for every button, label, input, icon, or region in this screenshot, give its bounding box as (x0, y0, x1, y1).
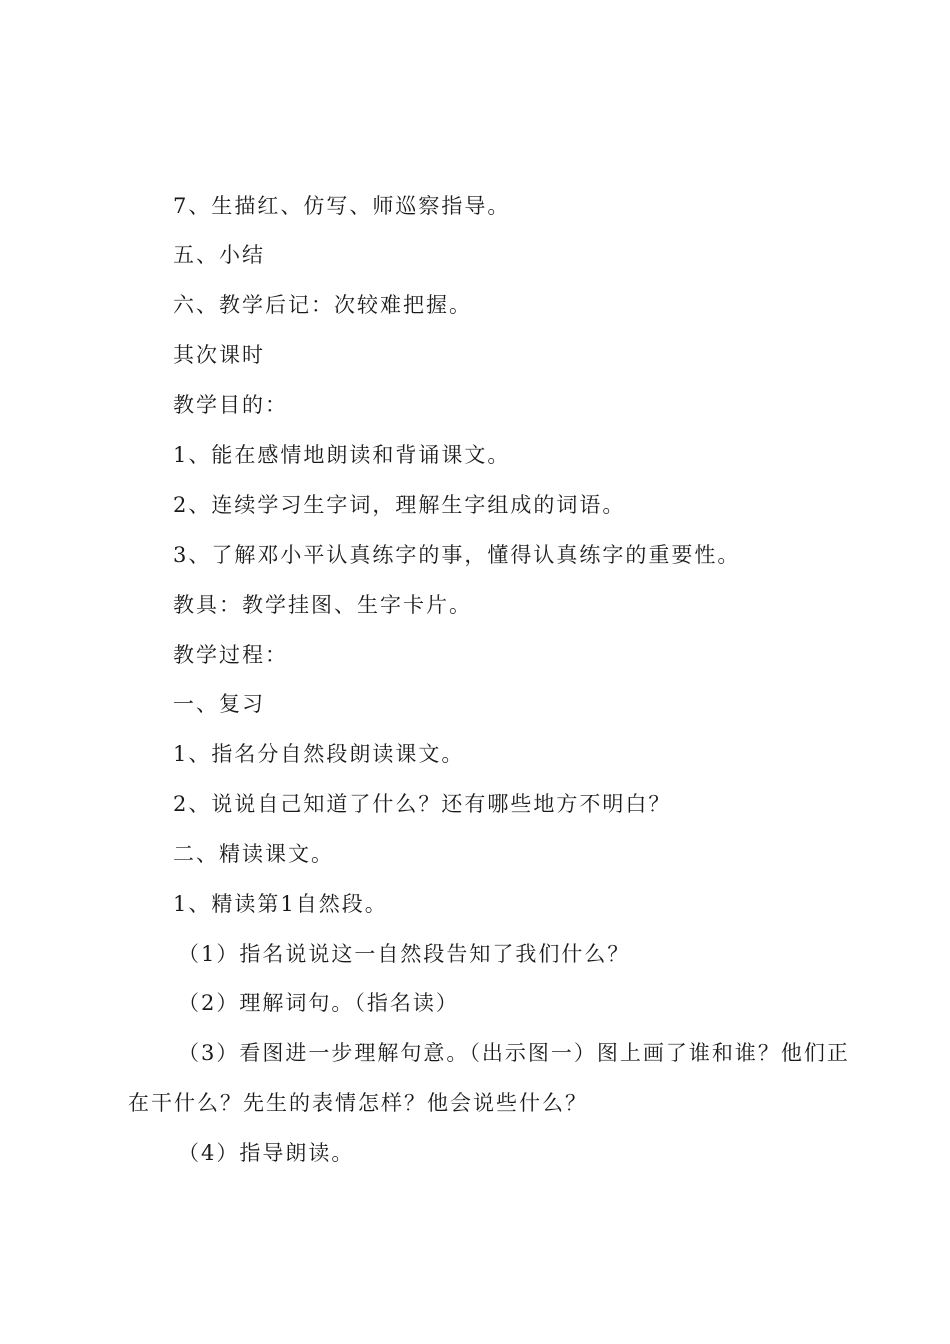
text-line: 7、生描红、仿写、师巡察指导。 (173, 194, 511, 218)
text-line: （2）理解词句。（指名读） (178, 991, 459, 1015)
section-heading: 六、教学后记：次较难把握。 (173, 293, 472, 317)
section-heading: 一、复习 (173, 692, 265, 716)
text-line: 教具：教学挂图、生字卡片。 (173, 593, 472, 617)
text-line: （3）看图进一步理解句意。（出示图一）图上画了谁和谁？他们正 (178, 1041, 850, 1065)
text-line: （4）指导朗读。 (178, 1141, 355, 1165)
section-heading: 二、精读课文。 (173, 842, 334, 866)
lesson-heading: 其次课时 (173, 343, 265, 367)
text-line: 1、能在感情地朗读和背诵课文。 (173, 443, 511, 467)
text-line: 1、指名分自然段朗读课文。 (173, 742, 465, 766)
text-line: 教学过程： (173, 643, 288, 667)
text-line: 教学目的： (173, 393, 288, 417)
text-line: 2、说说自己知道了什么？还有哪些地方不明白？ (173, 792, 672, 816)
text-line: 1、精读第1自然段。 (173, 892, 388, 916)
text-line: 2、连续学习生字词，理解生字组成的词语。 (173, 493, 626, 517)
text-line: （1）指名说说这一自然段告知了我们什么？ (178, 942, 631, 966)
text-line: 3、了解邓小平认真练字的事，懂得认真练字的重要性。 (173, 543, 741, 567)
text-line: 在干什么？先生的表情怎样？他会说些什么？ (128, 1091, 588, 1115)
section-heading: 五、小结 (173, 243, 265, 267)
